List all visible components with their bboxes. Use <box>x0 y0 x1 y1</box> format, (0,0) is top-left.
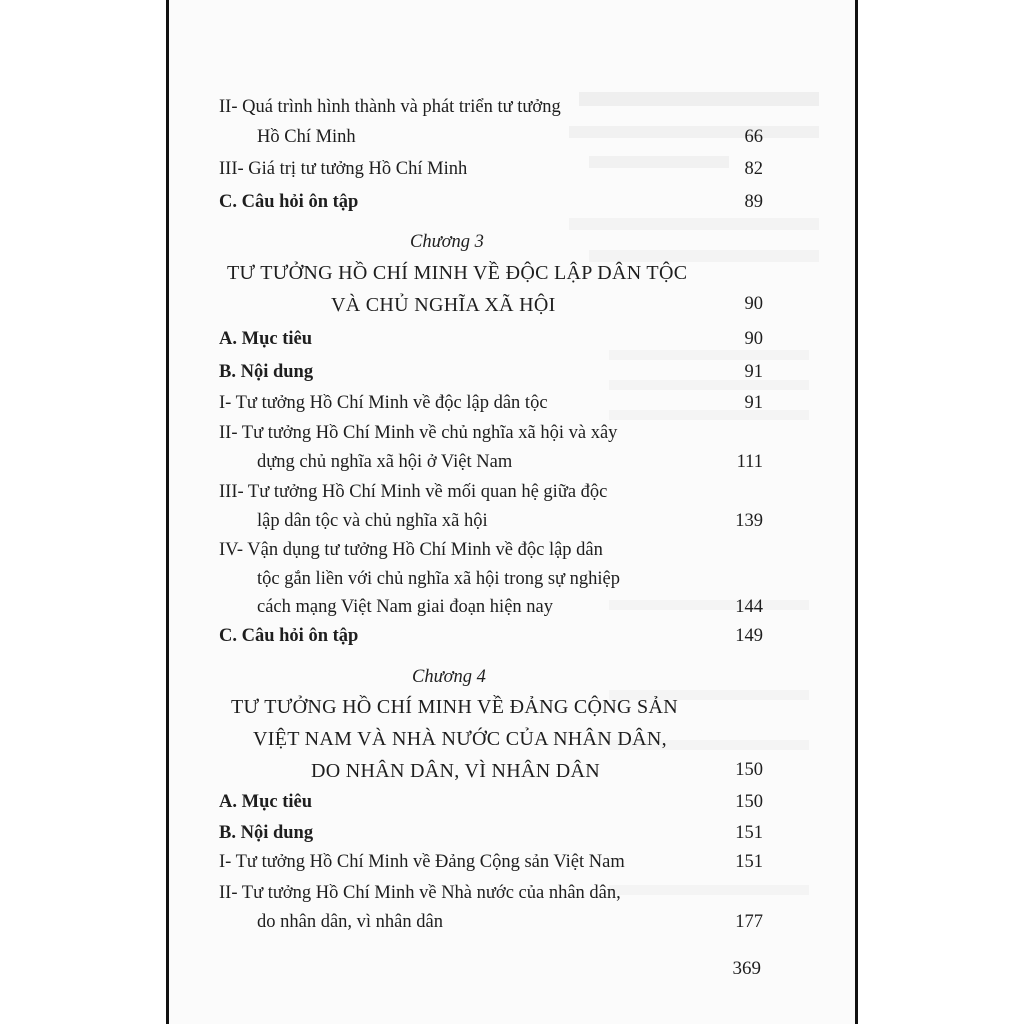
toc-page-number: 149 <box>735 626 763 646</box>
toc-entry-text: II- Tư tưởng Hồ Chí Minh về Nhà nước của nhân dân, <box>219 883 621 903</box>
toc-entry-text: B. Nội dung <box>219 362 314 382</box>
toc-entry-text: A. Mục tiêu <box>219 329 312 349</box>
chapter-title-line: TƯ TƯỞNG HỒ CHÍ MINH VỀ ĐẢNG CỘNG SẢN <box>231 696 678 718</box>
toc-page-number: 144 <box>735 597 763 617</box>
chapter-label: Chương 4 <box>412 667 486 687</box>
toc-page-number: 139 <box>735 511 763 531</box>
toc-entry-text: III- Giá trị tư tưởng Hồ Chí Minh <box>219 159 468 179</box>
page-folio-number: 369 <box>732 958 761 979</box>
chapter-title-line: DO NHÂN DÂN, VÌ NHÂN DÂN <box>311 760 601 782</box>
toc-entry-text: lập dân tộc và chủ nghĩa xã hội <box>257 511 488 531</box>
toc-entry-text: I- Tư tưởng Hồ Chí Minh về Đảng Cộng sản Việt Nam <box>219 852 625 872</box>
book-page <box>169 0 855 1024</box>
toc-entry-text: I- Tư tưởng Hồ Chí Minh về độc lập dân tộc <box>219 393 548 413</box>
toc-entry-text: dựng chủ nghĩa xã hội ở Việt Nam <box>257 452 513 472</box>
toc-page-number: 150 <box>735 760 763 780</box>
toc-page-number: 150 <box>735 792 763 812</box>
toc-entry-text: II- Quá trình hình thành và phát triển tư tưởng <box>219 97 561 117</box>
chapter-title-line: VÀ CHỦ NGHĨA XÃ HỘI <box>331 294 556 316</box>
toc-page-number: 91 <box>744 362 763 382</box>
chapter-title-line: TƯ TƯỞNG HỒ CHÍ MINH VỀ ĐỘC LẬP DÂN TỘC <box>227 262 688 284</box>
toc-page-number: 90 <box>744 329 763 349</box>
toc-page-number: 91 <box>744 393 763 413</box>
toc-page-number: 111 <box>736 452 763 472</box>
chapter-title-line: VIỆT NAM VÀ NHÀ NƯỚC CỦA NHÂN DÂN, <box>253 728 667 750</box>
toc-page-number: 82 <box>744 159 763 179</box>
toc-page-number: 151 <box>735 852 763 872</box>
toc-entry-text: do nhân dân, vì nhân dân <box>257 912 443 932</box>
toc-page-number: 151 <box>735 823 763 843</box>
toc-page-number: 90 <box>744 294 763 314</box>
toc-entry-text: II- Tư tưởng Hồ Chí Minh về chủ nghĩa xã hội và xây <box>219 423 618 443</box>
toc-entry-text: IV- Vận dụng tư tưởng Hồ Chí Minh về độc lập dân <box>219 540 603 560</box>
toc-entry-text: tộc gắn liền với chủ nghĩa xã hội trong sự nghiệp <box>257 569 621 589</box>
toc-entry-text: C. Câu hỏi ôn tập <box>219 192 359 212</box>
toc-entry-text: C. Câu hỏi ôn tập <box>219 626 359 646</box>
chapter-label: Chương 3 <box>410 232 484 252</box>
toc-entry-text: B. Nội dung <box>219 823 314 843</box>
toc-page-number: 66 <box>744 127 763 147</box>
toc-entry-text: cách mạng Việt Nam giai đoạn hiện nay <box>257 597 553 617</box>
page-edge-right <box>855 0 858 1024</box>
toc-page-number: 177 <box>735 912 763 932</box>
toc-page-number: 89 <box>744 192 763 212</box>
toc-entry-text: A. Mục tiêu <box>219 792 312 812</box>
toc-entry-text: III- Tư tưởng Hồ Chí Minh về mối quan hệ giữa độc <box>219 482 608 502</box>
toc-entry-text: Hồ Chí Minh <box>257 127 356 147</box>
